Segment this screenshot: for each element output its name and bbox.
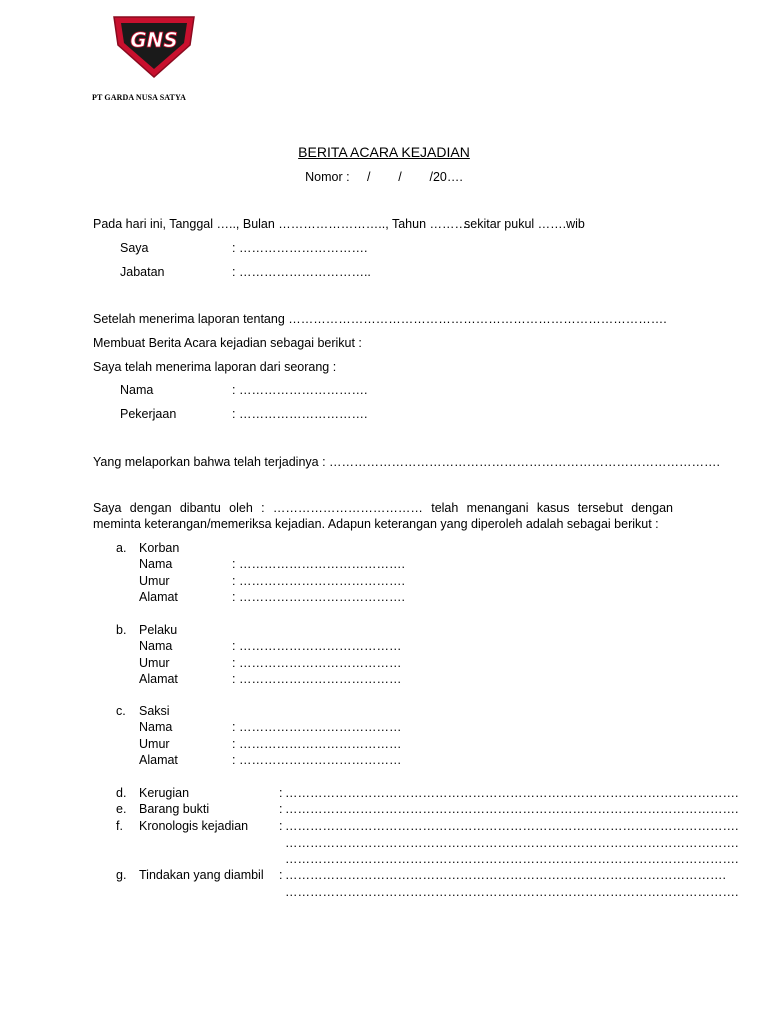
item-label: Barang bukti: [139, 802, 210, 816]
handling-paragraph: Saya dengan dibantu oleh : ……………………………… telah menangani kasus tersebut dengan meminta keterangan/memeriksa kejadian. Adapun keterangan yang diperoleh adalah sebagai berikut :: [93, 501, 673, 531]
company-name: PT GARDA NUSA SATYA: [92, 93, 186, 102]
item-label: Kronologis kejadian: [139, 819, 249, 833]
section-title: Saksi: [139, 704, 170, 718]
item-fill-line: …………………………………………………………………………………………….: [285, 868, 726, 882]
item-letter: f.: [116, 819, 123, 833]
intro-time: sekitar pukul …….wib: [464, 217, 585, 231]
field-label: Nama: [139, 557, 173, 571]
intro-date-line: Pada hari ini, Tanggal ….., Bulan …………………….., Tahun ……….: [93, 217, 471, 231]
field-value: : …………………………………: [232, 736, 402, 751]
item-colon: :: [279, 802, 283, 816]
document-title: BERITA ACARA KEJADIAN: [298, 144, 470, 160]
field-value: : …………………………………: [232, 655, 402, 670]
saya-value: : ………………………….: [232, 241, 368, 255]
item-colon: :: [279, 819, 283, 833]
field-value: : …………………………………: [232, 753, 402, 767]
item-fill-line: ……………………………………………………………………………………………….: [285, 852, 739, 866]
field-label: Alamat: [139, 672, 178, 686]
item-fill-line: ……………………………………………………………………………………………….: [285, 885, 739, 899]
field-label: Umur: [139, 736, 170, 751]
reporter-job-value: : ………………………….: [232, 407, 368, 421]
report-line-received: Setelah menerima laporan tentang ……………………………………………………………………………….: [93, 312, 667, 326]
jabatan-value: : …………………………..: [232, 265, 371, 279]
saya-label: Saya: [120, 241, 149, 255]
jabatan-label: Jabatan: [120, 265, 165, 279]
field-label: Nama: [139, 720, 173, 734]
reporter-name-value: : ………………………….: [232, 383, 368, 397]
item-letter: e.: [116, 802, 127, 816]
reporter-name-label: Nama: [120, 383, 154, 397]
field-label: Nama: [139, 639, 173, 653]
section-letter: c.: [116, 704, 126, 718]
section-title: Korban: [139, 541, 180, 555]
document-number: Nomor : / / /20….: [305, 170, 463, 184]
report-line-make: Membuat Berita Acara kejadian sebagai berikut :: [93, 336, 362, 350]
logo-lettering: GNS: [130, 28, 178, 52]
field-value: : …………………………………: [232, 672, 402, 686]
field-label: Umur: [139, 573, 170, 588]
item-letter: g.: [116, 868, 127, 882]
field-label: Alamat: [139, 590, 178, 604]
field-label: Alamat: [139, 753, 178, 767]
item-letter: d.: [116, 786, 127, 800]
item-colon: :: [279, 786, 283, 800]
item-colon: :: [279, 868, 283, 882]
item-fill-line: ……………………………………………………………………………………………….: [285, 819, 739, 833]
item-fill-line: ……………………………………………………………………………………………….: [285, 802, 739, 816]
reported-incident-line: Yang melaporkan bahwa telah terjadinya : ………………………………………………………………………………….: [93, 455, 721, 469]
field-value: : ………………………………….: [232, 590, 405, 604]
field-value: : ………………………………….: [232, 557, 405, 571]
item-fill-line: ……………………………………………………………………………………………….: [285, 786, 739, 800]
section-title: Pelaku: [139, 623, 178, 637]
section-letter: b.: [116, 623, 127, 637]
reporter-job-label: Pekerjaan: [120, 407, 177, 421]
item-fill-line: ……………………………………………………………………………………………….: [285, 836, 739, 850]
field-label: Umur: [139, 655, 170, 670]
company-logo: [112, 15, 196, 79]
field-value: : …………………………………: [232, 720, 402, 734]
item-label: Tindakan yang diambil: [139, 868, 264, 882]
field-value: : …………………………………: [232, 639, 402, 653]
section-letter: a.: [116, 541, 127, 555]
report-line-from: Saya telah menerima laporan dari seorang :: [93, 360, 337, 374]
field-value: : ………………………………….: [232, 573, 405, 588]
item-label: Kerugian: [139, 786, 190, 800]
